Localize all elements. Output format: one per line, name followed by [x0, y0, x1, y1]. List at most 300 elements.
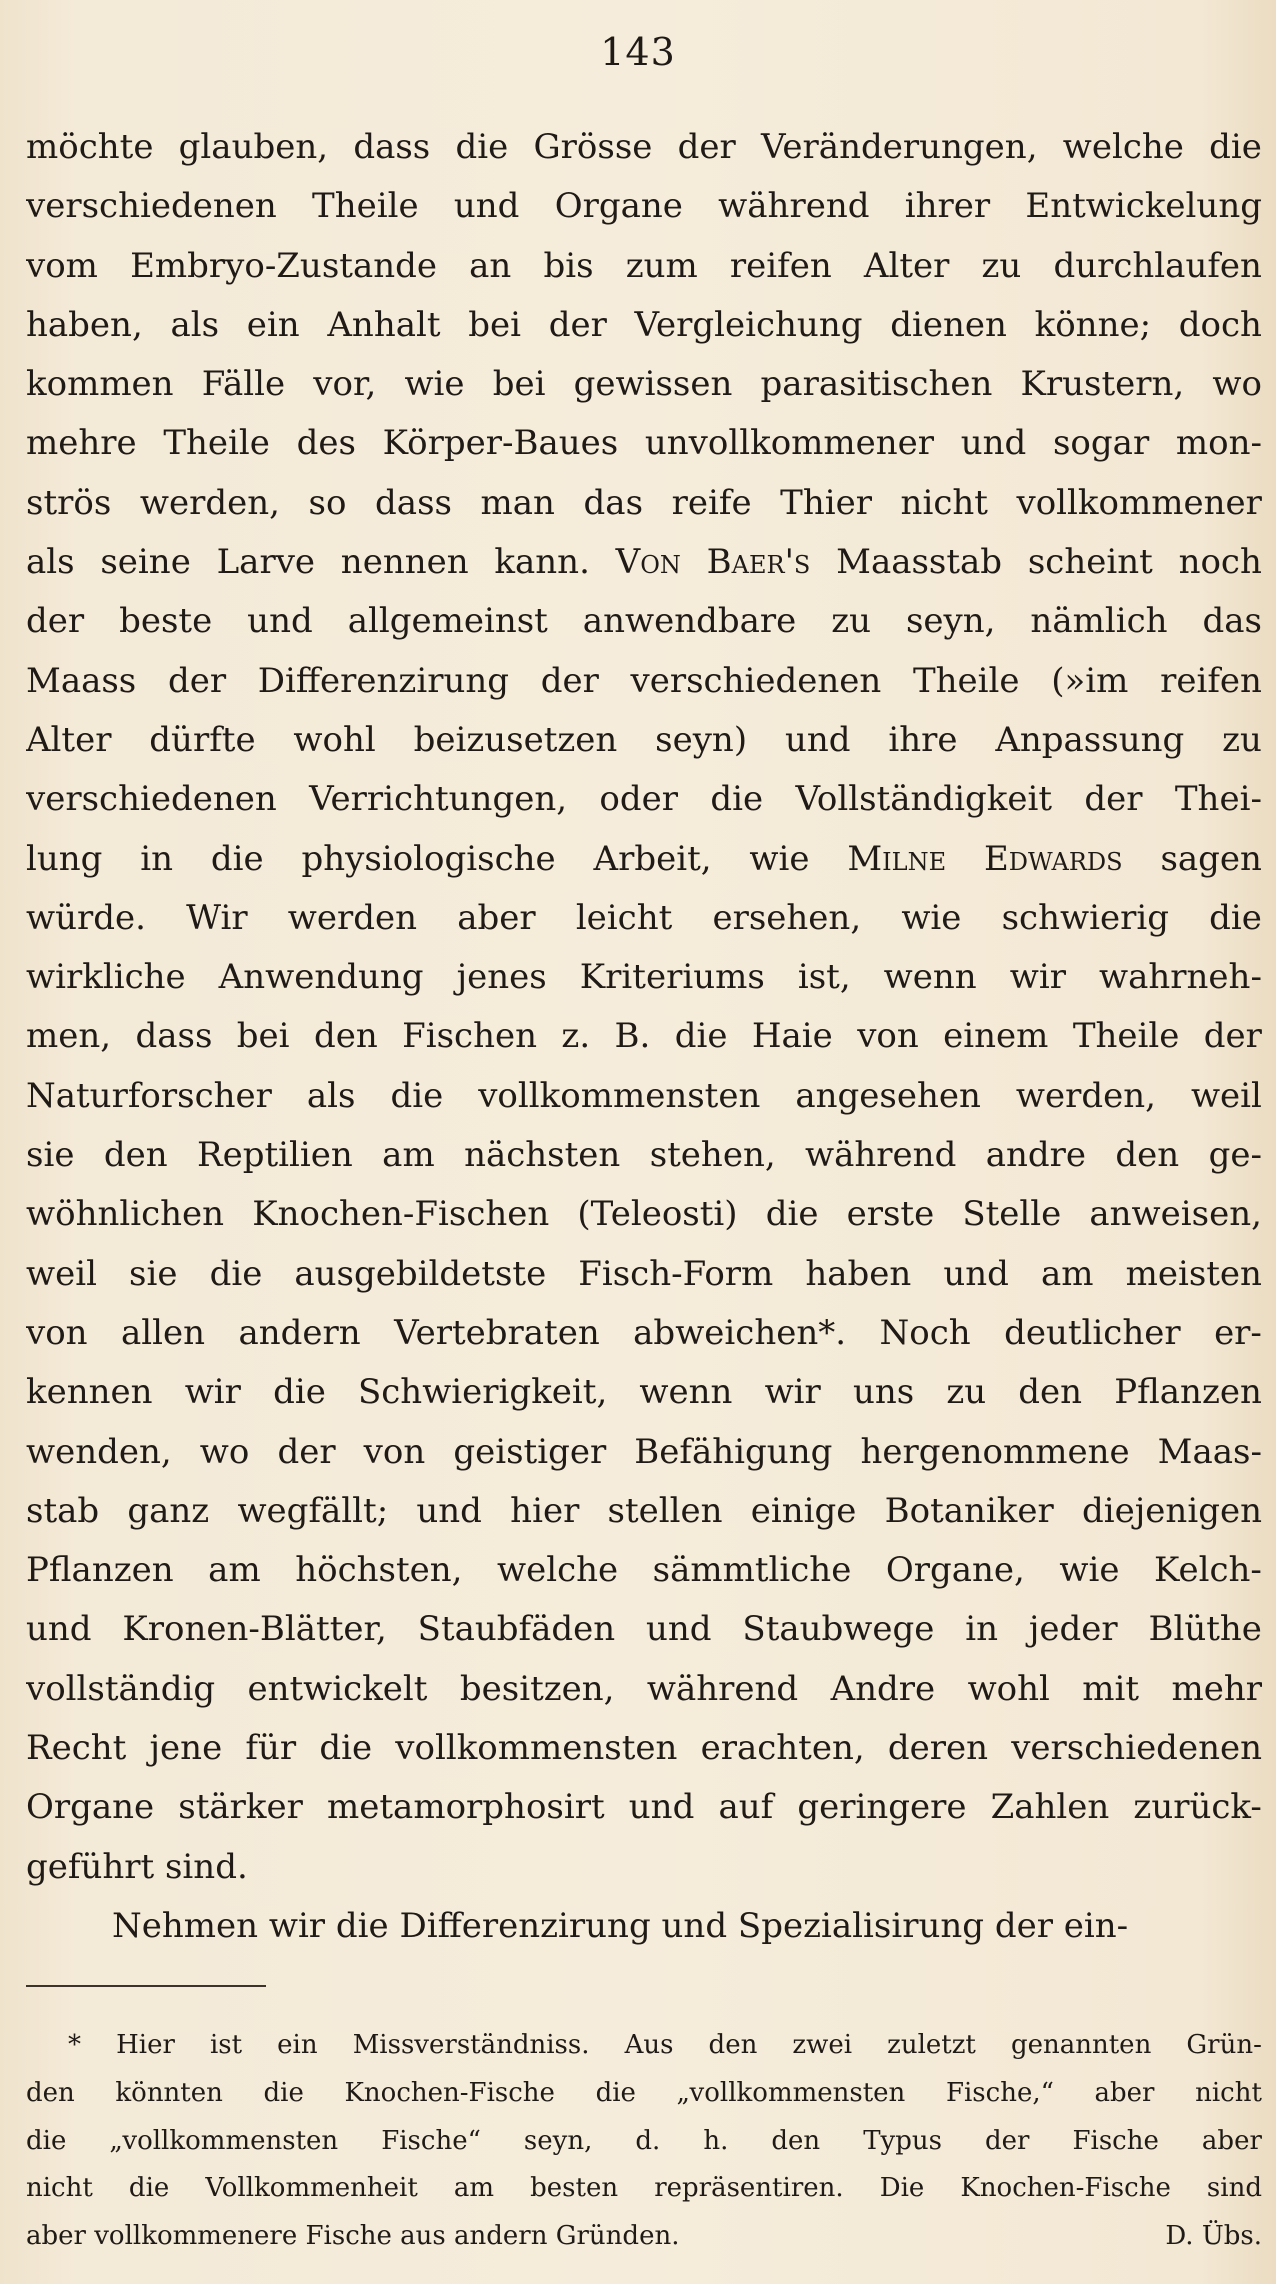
word: die	[209, 1253, 263, 1294]
word: nennen	[340, 542, 469, 583]
word: zwei	[792, 2030, 853, 2060]
word: wie	[901, 897, 962, 938]
word: Alter	[863, 245, 950, 286]
text-line	[26, 1541, 1262, 1600]
word: anweisen,	[1089, 1194, 1262, 1235]
word: die	[263, 2077, 304, 2108]
word: vollständig	[26, 1668, 216, 1709]
text-line	[26, 414, 1262, 473]
word: strös	[26, 482, 112, 523]
word: Anwendung	[218, 957, 424, 998]
word: und	[646, 1609, 712, 1650]
word: und	[943, 1253, 1009, 1294]
word: und	[26, 1609, 92, 1650]
word: wie	[1059, 1550, 1120, 1591]
word: wie	[749, 838, 810, 879]
word: Naturforscher	[26, 1075, 272, 1116]
word: dass	[353, 127, 431, 167]
word: während	[718, 186, 870, 227]
word: verschiedenen	[26, 186, 277, 227]
word: (»im	[1051, 660, 1129, 701]
word: wenn	[639, 1372, 733, 1413]
word: Stelle	[962, 1194, 1062, 1235]
word: Edwards	[983, 838, 1123, 879]
word: für	[245, 1728, 297, 1769]
word: zuletzt	[887, 2030, 976, 2060]
word: haben	[805, 1253, 912, 1294]
word: Kriteriums	[579, 957, 765, 998]
word: der	[167, 660, 227, 701]
footnote-last-line	[26, 2213, 1262, 2261]
word: vollkommensten	[478, 1075, 761, 1116]
word: die	[710, 779, 764, 820]
text-line	[26, 118, 1262, 177]
word: sie	[26, 1135, 75, 1176]
word: der	[277, 1431, 336, 1472]
word: geringere	[797, 1787, 967, 1828]
word: in	[140, 838, 174, 879]
word: leicht	[575, 897, 673, 938]
word: am	[453, 2173, 495, 2204]
word: stehen,	[649, 1135, 776, 1176]
word: uns	[852, 1372, 915, 1413]
word: deutlicher	[1004, 1312, 1181, 1353]
word: den	[103, 1135, 168, 1176]
word: könne;	[1034, 304, 1152, 345]
text-line	[26, 1719, 1262, 1778]
word: kennen	[26, 1372, 153, 1413]
text-line	[26, 889, 1262, 948]
word: von	[857, 1016, 919, 1057]
word: geistiger	[453, 1431, 607, 1472]
word: Larve	[216, 542, 316, 583]
text-line	[26, 1007, 1262, 1066]
word: nächsten	[464, 1135, 621, 1176]
word: könnten	[115, 2077, 223, 2108]
word: sie	[129, 1253, 178, 1294]
text-line	[26, 1600, 1262, 1659]
word: wahrneh-	[1099, 957, 1262, 998]
word: mehre	[26, 423, 137, 464]
text-line	[26, 1778, 1262, 1837]
footnote-line	[26, 2165, 1262, 2213]
word: meisten	[1125, 1253, 1262, 1294]
text-line	[26, 1126, 1262, 1185]
text-line	[26, 592, 1262, 651]
word: Fisch-Form	[578, 1253, 774, 1294]
word: höchsten,	[295, 1550, 463, 1591]
word: Missverständniss.	[352, 2030, 590, 2060]
text-line	[26, 1482, 1262, 1541]
word: ersehen,	[712, 897, 862, 938]
word: den	[771, 2125, 821, 2156]
word: aber	[1094, 2077, 1155, 2108]
word: zum	[625, 245, 698, 286]
word: möchte	[26, 127, 154, 167]
footnote-line	[26, 2118, 1262, 2166]
word: Baer's	[706, 542, 811, 583]
word: Recht	[26, 1728, 127, 1769]
word: ausgebildetste	[294, 1253, 547, 1294]
text-line	[26, 1660, 1262, 1719]
word: werden	[287, 897, 418, 938]
word: Wir	[186, 897, 248, 938]
word: ihre	[888, 719, 958, 760]
word: des	[296, 423, 356, 464]
word: kann.	[494, 542, 590, 583]
word: zu	[946, 1372, 987, 1413]
word: (Teleosti)	[577, 1194, 738, 1235]
word: Theile	[912, 660, 1020, 701]
footnote-line: aber vollkommenere Fische aus andern Gründen.	[26, 2221, 680, 2252]
footnote-line	[26, 2070, 1262, 2118]
word: besten	[530, 2173, 619, 2204]
word: andern	[238, 1312, 361, 1353]
word: seyn)	[655, 719, 748, 760]
word: Hier	[116, 2030, 175, 2060]
word: beste	[119, 601, 213, 642]
word: durchlaufen	[1053, 245, 1262, 286]
word: die	[390, 1075, 444, 1116]
word: stärker	[178, 1787, 303, 1828]
word: physiologische	[301, 838, 556, 879]
text-line	[26, 1185, 1262, 1244]
word: dienen	[890, 304, 1007, 345]
text-line	[26, 948, 1262, 1007]
word: und	[453, 186, 520, 227]
text-line	[26, 355, 1262, 414]
word: weil	[26, 1253, 97, 1294]
word: h.	[703, 2125, 729, 2156]
word: das	[583, 482, 644, 523]
text-line	[26, 1304, 1262, 1363]
word: Kelch-	[1153, 1550, 1262, 1591]
word: schwierig	[1001, 897, 1169, 938]
word: *	[68, 2030, 81, 2060]
word: stab	[26, 1490, 100, 1531]
text-line	[26, 1363, 1262, 1422]
word: als	[306, 1075, 356, 1116]
word: Aus	[624, 2030, 674, 2060]
word: Milne	[847, 838, 947, 879]
word: und	[784, 719, 851, 760]
word: der	[677, 127, 736, 167]
word: die	[674, 1016, 728, 1057]
word: deren	[887, 1728, 989, 1769]
word: der	[1203, 1016, 1262, 1057]
word: haben,	[26, 304, 143, 345]
word: man	[480, 482, 555, 523]
word: wenn	[883, 957, 977, 998]
word: oder	[599, 779, 678, 820]
word: men,	[26, 1016, 112, 1057]
word: mehr	[1171, 1668, 1262, 1709]
word: Typus	[863, 2125, 942, 2156]
word: seine	[100, 542, 191, 583]
word: Verrichtungen,	[309, 779, 568, 820]
word: anwendbare	[582, 601, 797, 642]
word: jenes	[456, 957, 547, 998]
text-line	[26, 474, 1262, 533]
word: repräsentiren.	[654, 2173, 844, 2204]
word: während	[805, 1135, 957, 1176]
word: Knochen-Fische	[960, 2173, 1171, 2204]
word: der	[984, 2125, 1030, 2156]
word: erste	[846, 1194, 935, 1235]
word: an	[469, 245, 512, 286]
word: wie	[404, 364, 465, 405]
word: Andre	[830, 1668, 936, 1709]
word: er-	[1214, 1312, 1262, 1353]
word: Fälle	[201, 364, 286, 405]
word: die	[1209, 127, 1262, 167]
word: Anhalt	[327, 304, 441, 345]
word: Kronen-Blätter,	[122, 1609, 387, 1650]
word: Die	[879, 2173, 925, 2204]
word: wöhnlichen	[26, 1194, 225, 1235]
word: genannten	[1010, 2030, 1152, 2060]
word: sogar	[1052, 423, 1150, 464]
text-line	[26, 177, 1262, 236]
text-line: geführt sind.	[26, 1846, 248, 1887]
word: Organe,	[885, 1550, 1025, 1591]
word: gewissen	[573, 364, 733, 405]
word: Embryo-Zustande	[130, 245, 437, 286]
word: und	[960, 423, 1027, 464]
word: Theile	[1072, 1016, 1180, 1057]
word: der	[26, 601, 85, 642]
word: bis	[543, 245, 594, 286]
word: Noch	[879, 1312, 971, 1353]
word: am	[382, 1135, 435, 1176]
word: und	[628, 1787, 695, 1828]
text-line	[26, 1067, 1262, 1126]
word: den	[1115, 1135, 1180, 1176]
word: nicht	[26, 2173, 93, 2204]
word: Vergleichung	[634, 304, 863, 345]
word: Staubwege	[742, 1609, 935, 1650]
word: vom	[26, 245, 98, 286]
word: dass	[375, 482, 452, 523]
word: wo	[1212, 364, 1262, 405]
word: würde.	[26, 897, 146, 938]
word: reife	[671, 482, 752, 523]
word: Maass	[26, 660, 137, 701]
word: wegfällt;	[237, 1490, 389, 1531]
word: Reptilien	[197, 1135, 353, 1176]
word: vollkommensten	[395, 1728, 678, 1769]
word: den	[26, 2077, 75, 2108]
word: von	[363, 1431, 426, 1472]
word: Krustern,	[1020, 364, 1185, 405]
word: zu	[1222, 719, 1262, 760]
word: „vollkommensten	[109, 2125, 339, 2156]
word: sämmtliche	[652, 1550, 852, 1591]
word: sagen	[1160, 838, 1262, 879]
word: Staubfäden	[417, 1609, 616, 1650]
word: in	[965, 1609, 999, 1650]
text-line	[26, 1423, 1262, 1482]
word: jene	[149, 1728, 223, 1769]
word: beizusetzen	[413, 719, 618, 760]
word: auf	[718, 1787, 774, 1828]
word: nämlich	[1030, 601, 1168, 642]
word: Entwickelung	[1025, 186, 1262, 227]
word: Knochen-Fische	[344, 2077, 555, 2108]
word: Theile	[312, 186, 419, 227]
word: einige	[750, 1490, 857, 1531]
word: werden,	[1015, 1075, 1156, 1116]
word: Fische“	[381, 2125, 481, 2156]
page-number: 143	[600, 30, 676, 74]
footnote-line	[26, 2022, 1262, 2070]
word: Thier	[780, 482, 872, 523]
word: jeder	[1028, 1609, 1118, 1650]
word: den	[313, 1016, 378, 1057]
word: Grösse	[533, 127, 653, 167]
word: am	[1041, 1253, 1094, 1294]
word: seyn,	[905, 601, 996, 642]
word: Pflanzen	[26, 1550, 174, 1591]
word: allen	[121, 1312, 206, 1353]
word: Knochen-Fischen	[252, 1194, 550, 1235]
word: nicht	[1195, 2077, 1262, 2108]
word: bei	[468, 304, 521, 345]
word: dürfte	[149, 719, 256, 760]
word: Haie	[751, 1016, 833, 1057]
word: während	[646, 1668, 799, 1709]
word: Botaniker	[884, 1490, 1054, 1531]
word: Grün-	[1186, 2030, 1262, 2060]
word: wir	[184, 1372, 241, 1413]
word: stellen	[607, 1490, 723, 1531]
paragraph-first-line: Nehmen wir die Differenzirung und Spezialisirung der ein-	[112, 1905, 1129, 1946]
word: zurück-	[1133, 1787, 1262, 1828]
word: ganz	[127, 1490, 210, 1531]
word: einem	[943, 1016, 1049, 1057]
text-line	[26, 533, 1262, 592]
word: die	[595, 2077, 636, 2108]
word: Organe	[26, 1787, 155, 1828]
word: mon-	[1175, 423, 1262, 464]
word: unvollkommener	[644, 423, 935, 464]
word: als	[170, 304, 220, 345]
word: Vertebraten	[394, 1312, 600, 1353]
word: wohl	[967, 1668, 1050, 1709]
word: scheint	[1027, 542, 1153, 583]
word: ihrer	[904, 186, 991, 227]
word: Fischen	[402, 1016, 538, 1057]
text-line	[26, 830, 1262, 889]
word: hergenommene	[860, 1431, 1130, 1472]
word: die	[26, 2125, 67, 2156]
word: Körper-Baues	[382, 423, 619, 464]
word: wenden,	[26, 1431, 172, 1472]
word: verschiedenen	[1011, 1728, 1262, 1769]
word: Veränderungen,	[761, 127, 1038, 167]
word: welche	[1062, 127, 1184, 167]
word: welche	[496, 1550, 619, 1591]
word: die	[765, 1194, 819, 1235]
word: und	[416, 1490, 482, 1531]
word: wohl	[293, 719, 376, 760]
word: „vollkommensten	[676, 2077, 906, 2108]
word: werden,	[139, 482, 280, 523]
word: die	[319, 1728, 373, 1769]
word: ist,	[797, 957, 851, 998]
word: noch	[1178, 542, 1262, 583]
word: der	[540, 660, 599, 701]
word: Maas-	[1157, 1431, 1262, 1472]
word: als	[26, 542, 75, 583]
word: diejenigen	[1082, 1490, 1262, 1531]
word: so	[308, 482, 347, 523]
word: zu	[981, 245, 1022, 286]
word: glauben,	[178, 127, 329, 167]
word: der	[1084, 779, 1143, 820]
word: metamorphosirt	[327, 1787, 605, 1828]
word: aber	[457, 897, 536, 938]
word: Differenzirung	[257, 660, 510, 701]
word: allgemeinst	[347, 601, 548, 642]
word: lung	[26, 838, 103, 879]
text-line	[26, 237, 1262, 296]
word: von	[26, 1312, 88, 1353]
word: bei	[236, 1016, 290, 1057]
word: kommen	[26, 364, 174, 405]
word: mit	[1082, 1668, 1140, 1709]
word: abweichen*.	[633, 1312, 847, 1353]
word: Von	[615, 542, 681, 583]
word: ist	[209, 2030, 243, 2060]
word: Pflanzen	[1114, 1372, 1262, 1413]
word: die	[455, 127, 509, 167]
word: doch	[1178, 304, 1262, 345]
word: entwickelt	[247, 1668, 428, 1709]
word: aber	[1201, 2125, 1262, 2156]
word: erachten,	[700, 1728, 865, 1769]
word: den	[1018, 1372, 1083, 1413]
word: vollkommener	[1016, 482, 1262, 523]
main-text-block	[26, 118, 1262, 1956]
word: ein	[277, 2030, 318, 2060]
word: verschiedenen	[26, 779, 277, 820]
word: reifen	[729, 245, 832, 286]
word: Schwierigkeit,	[357, 1372, 608, 1413]
word: dass	[135, 1016, 213, 1057]
word: vor,	[313, 364, 377, 405]
word: Befähigung	[634, 1431, 833, 1472]
word: wir	[1009, 957, 1066, 998]
word: parasitischen	[760, 364, 993, 405]
word: reifen	[1160, 660, 1262, 701]
word: Arbeit,	[593, 838, 712, 879]
word: der	[548, 304, 607, 345]
word: ge-	[1208, 1135, 1262, 1176]
word: wirkliche	[26, 957, 186, 998]
word: Organe	[554, 186, 683, 227]
word: und	[247, 601, 313, 642]
word: Alter	[26, 719, 112, 760]
word: Vollkommenheit	[205, 2173, 418, 2204]
word: angesehen	[795, 1075, 981, 1116]
text-line	[26, 296, 1262, 355]
word: Theile	[163, 423, 270, 464]
word: Fische,“	[945, 2077, 1054, 2108]
word: Blüthe	[1148, 1609, 1262, 1650]
footnote-rule	[26, 1985, 266, 1987]
word: Fische	[1072, 2125, 1159, 2156]
